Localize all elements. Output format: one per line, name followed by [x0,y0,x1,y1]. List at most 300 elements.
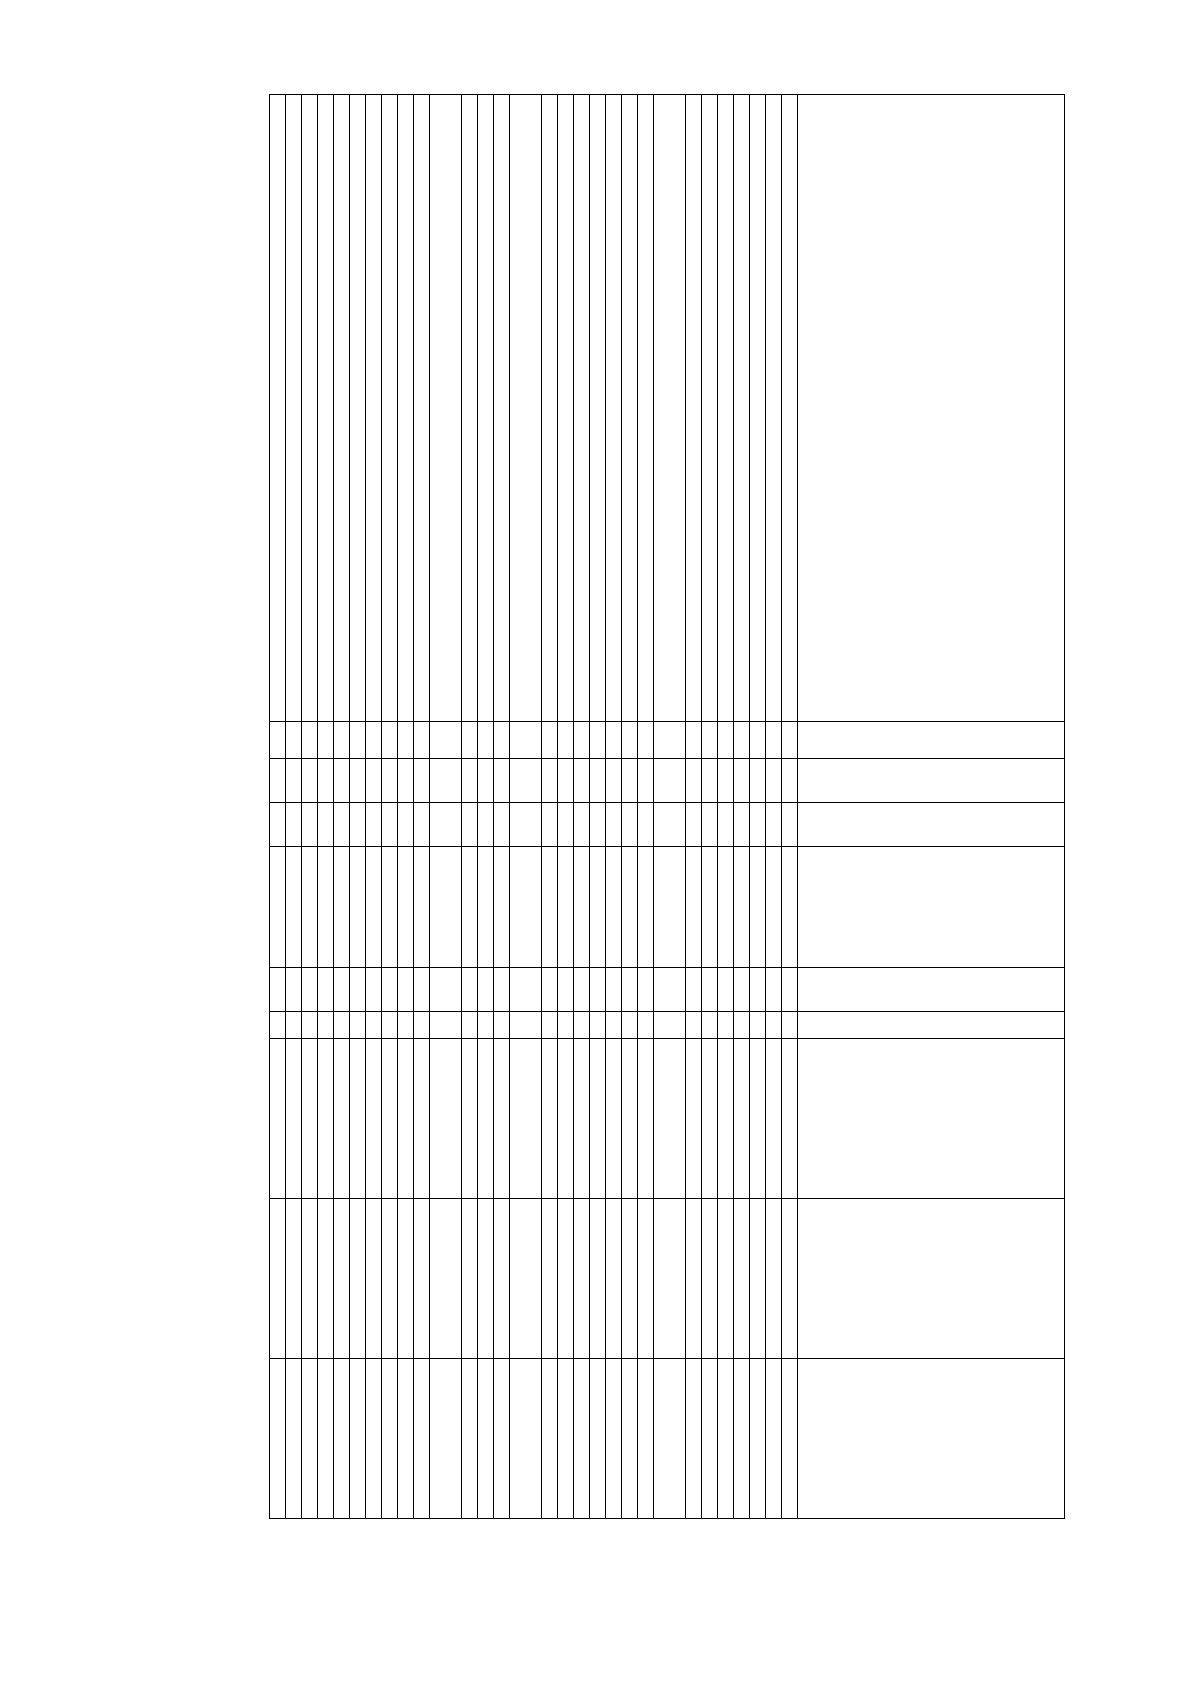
table-row [382,95,398,1519]
cell-section [478,759,494,803]
cell-amount-year-1 [558,1039,574,1199]
cell-amount-year-2 [702,1199,718,1359]
cell-amount-year-3 [574,1359,590,1519]
cell-subsection [414,803,430,847]
cell-grbs [702,722,718,759]
row-name [606,95,622,722]
cell-amount-year-1 [286,1039,302,1199]
table-row [558,95,574,1519]
cell-section [366,759,382,803]
cell-expense-type [766,968,782,1012]
cell-target-article [798,847,1065,968]
cell-subsection [574,803,590,847]
row-name [558,95,574,722]
cell-grbs [590,722,606,759]
cell-section [750,759,766,803]
table-row [462,95,478,1519]
cell-subsection [350,803,366,847]
row-name [750,95,766,722]
cell-section [718,759,734,803]
cell-target-article [766,847,782,968]
table-row [702,95,718,1519]
cell-expense-type [494,968,510,1012]
cell-target-article [462,847,478,968]
cell-target-article [398,847,414,968]
cell-amount-year-2 [430,1199,462,1359]
cell-grbs [686,722,702,759]
cell-target-article [382,847,398,968]
cell-section [334,759,350,803]
cell-source [350,1012,366,1039]
cell-amount-year-2 [782,1199,798,1359]
cell-expense-type [574,968,590,1012]
table-row [302,95,318,1519]
cell-grbs [318,722,334,759]
row-name [734,95,750,722]
cell-target-article [334,847,350,968]
cell-target-article [750,847,766,968]
cell-grbs [622,722,638,759]
cell-subsection [510,803,542,847]
cell-target-article [590,847,606,968]
cell-expense-type [318,968,334,1012]
cell-target-article [782,847,798,968]
table-row [510,95,542,1519]
cell-amount-year-3 [462,1359,478,1519]
cell-expense-type [350,968,366,1012]
cell-amount-year-1 [334,1039,350,1199]
cell-expense-type [686,968,702,1012]
cell-section [350,759,366,803]
cell-amount-year-1 [638,1039,654,1199]
row-name [462,95,478,722]
cell-amount-year-1 [782,1039,798,1199]
cell-amount-year-3 [734,1359,750,1519]
cell-source [510,1012,542,1039]
table-row [654,95,686,1519]
cell-amount-year-3 [606,1359,622,1519]
cell-subsection [734,803,750,847]
cell-section [542,759,558,803]
cell-source [382,1012,398,1039]
row-name [430,95,462,722]
cell-section [702,759,718,803]
cell-amount-year-3 [350,1359,366,1519]
cell-section [270,759,286,803]
cell-amount-year-1 [766,1039,782,1199]
cell-amount-year-3 [590,1359,606,1519]
cell-amount-year-1 [510,1039,542,1199]
table-row [638,95,654,1519]
cell-amount-year-1 [430,1039,462,1199]
cell-expense-type [638,968,654,1012]
cell-grbs [478,722,494,759]
cell-section [798,759,1065,803]
cell-subsection [750,803,766,847]
table-row [718,95,734,1519]
cell-grbs [798,722,1065,759]
cell-subsection [478,803,494,847]
table-row [270,95,286,1519]
cell-subsection [494,803,510,847]
cell-grbs [718,722,734,759]
row-name [542,95,558,722]
row-name [286,95,302,722]
row-name [494,95,510,722]
cell-subsection [798,803,1065,847]
cell-amount-year-2 [478,1199,494,1359]
cell-source [334,1012,350,1039]
cell-subsection [318,803,334,847]
cell-section [766,759,782,803]
cell-amount-year-1 [702,1039,718,1199]
table-row [366,95,382,1519]
cell-target-article [366,847,382,968]
row-name [414,95,430,722]
cell-target-article [414,847,430,968]
cell-section [782,759,798,803]
cell-amount-year-3 [382,1359,398,1519]
cell-source [638,1012,654,1039]
table-row [590,95,606,1519]
cell-target-article [622,847,638,968]
cell-subsection [398,803,414,847]
cell-amount-year-2 [270,1199,286,1359]
cell-source [766,1012,782,1039]
cell-section [574,759,590,803]
cell-subsection [686,803,702,847]
cell-amount-year-1 [686,1039,702,1199]
row-name [766,95,782,722]
row-name [510,95,542,722]
cell-subsection [366,803,382,847]
cell-source [414,1012,430,1039]
cell-grbs [462,722,478,759]
budget-table-body [270,95,1065,1519]
table-row [798,95,1065,1519]
cell-amount-year-2 [398,1199,414,1359]
cell-section [638,759,654,803]
cell-section [382,759,398,803]
cell-section [318,759,334,803]
cell-grbs [366,722,382,759]
table-row [350,95,366,1519]
cell-amount-year-1 [574,1039,590,1199]
table-row [414,95,430,1519]
row-name [654,95,686,722]
table-row [622,95,638,1519]
cell-amount-year-2 [302,1199,318,1359]
cell-amount-year-1 [350,1039,366,1199]
cell-amount-year-3 [750,1359,766,1519]
cell-section [430,759,462,803]
cell-subsection [558,803,574,847]
cell-section [398,759,414,803]
cell-expense-type [718,968,734,1012]
cell-section [606,759,622,803]
cell-amount-year-1 [478,1039,494,1199]
cell-amount-year-2 [590,1199,606,1359]
cell-expense-type [462,968,478,1012]
cell-amount-year-1 [366,1039,382,1199]
cell-amount-year-1 [734,1039,750,1199]
cell-source [702,1012,718,1039]
cell-expense-type [430,968,462,1012]
cell-grbs [430,722,462,759]
row-name [398,95,414,722]
cell-amount-year-3 [270,1359,286,1519]
cell-subsection [430,803,462,847]
cell-expense-type [606,968,622,1012]
row-name [334,95,350,722]
cell-amount-year-1 [398,1039,414,1199]
cell-target-article [606,847,622,968]
row-name [574,95,590,722]
cell-expense-type [334,968,350,1012]
cell-source [478,1012,494,1039]
budget-table [269,94,1065,1519]
row-name [366,95,382,722]
cell-target-article [574,847,590,968]
cell-grbs [494,722,510,759]
cell-section [414,759,430,803]
cell-amount-year-2 [638,1199,654,1359]
cell-subsection [702,803,718,847]
cell-target-article [430,847,462,968]
cell-amount-year-3 [478,1359,494,1519]
cell-amount-year-3 [638,1359,654,1519]
cell-amount-year-2 [622,1199,638,1359]
cell-amount-year-2 [574,1199,590,1359]
cell-target-article [654,847,686,968]
cell-subsection [270,803,286,847]
cell-section [734,759,750,803]
cell-source [398,1012,414,1039]
table-row [542,95,558,1519]
cell-grbs [750,722,766,759]
row-name [590,95,606,722]
cell-expense-type [622,968,638,1012]
cell-expense-type [750,968,766,1012]
cell-amount-year-2 [718,1199,734,1359]
cell-amount-year-3 [366,1359,382,1519]
cell-source [286,1012,302,1039]
cell-amount-year-3 [334,1359,350,1519]
table-row [478,95,494,1519]
cell-grbs [382,722,398,759]
cell-amount-year-1 [654,1039,686,1199]
cell-target-article [494,847,510,968]
cell-amount-year-3 [558,1359,574,1519]
row-name [798,95,1065,722]
cell-amount-year-1 [302,1039,318,1199]
cell-grbs [734,722,750,759]
cell-amount-year-2 [494,1199,510,1359]
cell-target-article [302,847,318,968]
cell-expense-type [542,968,558,1012]
cell-source [494,1012,510,1039]
cell-amount-year-2 [654,1199,686,1359]
row-name [686,95,702,722]
cell-amount-year-2 [606,1199,622,1359]
cell-expense-type [702,968,718,1012]
cell-expense-type [382,968,398,1012]
table-row [686,95,702,1519]
cell-amount-year-2 [414,1199,430,1359]
cell-amount-year-3 [782,1359,798,1519]
cell-amount-year-1 [606,1039,622,1199]
cell-amount-year-3 [542,1359,558,1519]
cell-expense-type [414,968,430,1012]
cell-amount-year-1 [494,1039,510,1199]
cell-grbs [270,722,286,759]
cell-amount-year-3 [302,1359,318,1519]
cell-amount-year-3 [430,1359,462,1519]
cell-grbs [606,722,622,759]
cell-amount-year-1 [750,1039,766,1199]
cell-subsection [286,803,302,847]
cell-expense-type [734,968,750,1012]
cell-section [558,759,574,803]
cell-subsection [382,803,398,847]
cell-amount-year-2 [686,1199,702,1359]
cell-section [462,759,478,803]
cell-target-article [510,847,542,968]
cell-subsection [590,803,606,847]
cell-amount-year-3 [494,1359,510,1519]
cell-expense-type [270,968,286,1012]
cell-amount-year-1 [718,1039,734,1199]
cell-target-article [702,847,718,968]
cell-amount-year-3 [622,1359,638,1519]
cell-grbs [398,722,414,759]
cell-source [798,1012,1065,1039]
row-name [718,95,734,722]
table-row [606,95,622,1519]
cell-expense-type [590,968,606,1012]
cell-section [494,759,510,803]
cell-section [654,759,686,803]
cell-grbs [286,722,302,759]
row-name [350,95,366,722]
cell-subsection [606,803,622,847]
row-name [638,95,654,722]
table-row [430,95,462,1519]
row-name [622,95,638,722]
cell-target-article [638,847,654,968]
cell-expense-type [510,968,542,1012]
cell-subsection [462,803,478,847]
cell-subsection [782,803,798,847]
cell-source [654,1012,686,1039]
cell-amount-year-1 [462,1039,478,1199]
cell-grbs [334,722,350,759]
row-name [478,95,494,722]
cell-amount-year-3 [414,1359,430,1519]
cell-subsection [302,803,318,847]
cell-source [622,1012,638,1039]
cell-amount-year-1 [270,1039,286,1199]
cell-source [574,1012,590,1039]
table-row [318,95,334,1519]
cell-amount-year-2 [286,1199,302,1359]
cell-grbs [638,722,654,759]
cell-expense-type [398,968,414,1012]
cell-source [734,1012,750,1039]
cell-amount-year-1 [414,1039,430,1199]
cell-expense-type [798,968,1065,1012]
row-name [782,95,798,722]
cell-amount-year-2 [366,1199,382,1359]
cell-expense-type [286,968,302,1012]
row-name [302,95,318,722]
cell-source [462,1012,478,1039]
cell-grbs [766,722,782,759]
table-row [766,95,782,1519]
cell-grbs [558,722,574,759]
cell-section [510,759,542,803]
row-name [702,95,718,722]
cell-source [590,1012,606,1039]
cell-grbs [302,722,318,759]
cell-source [318,1012,334,1039]
cell-source [782,1012,798,1039]
budget-table-sheet [94,94,1065,1518]
cell-section [686,759,702,803]
cell-expense-type [302,968,318,1012]
cell-source [718,1012,734,1039]
cell-amount-year-3 [766,1359,782,1519]
cell-amount-year-2 [382,1199,398,1359]
cell-target-article [478,847,494,968]
cell-amount-year-2 [510,1199,542,1359]
cell-target-article [270,847,286,968]
cell-amount-year-3 [398,1359,414,1519]
cell-amount-year-2 [558,1199,574,1359]
cell-target-article [286,847,302,968]
cell-amount-year-3 [318,1359,334,1519]
cell-grbs [414,722,430,759]
table-row [734,95,750,1519]
cell-grbs [510,722,542,759]
table-row [398,95,414,1519]
table-row [334,95,350,1519]
row-name [318,95,334,722]
cell-subsection [542,803,558,847]
cell-section [302,759,318,803]
cell-source [542,1012,558,1039]
cell-subsection [766,803,782,847]
cell-amount-year-2 [462,1199,478,1359]
cell-source [302,1012,318,1039]
row-name [382,95,398,722]
cell-amount-year-3 [686,1359,702,1519]
cell-subsection [718,803,734,847]
cell-amount-year-1 [542,1039,558,1199]
cell-target-article [318,847,334,968]
row-name [270,95,286,722]
cell-amount-year-1 [318,1039,334,1199]
cell-grbs [654,722,686,759]
cell-section [286,759,302,803]
cell-amount-year-3 [286,1359,302,1519]
cell-amount-year-1 [798,1039,1065,1199]
cell-expense-type [366,968,382,1012]
cell-subsection [638,803,654,847]
cell-target-article [542,847,558,968]
cell-amount-year-2 [334,1199,350,1359]
cell-target-article [686,847,702,968]
